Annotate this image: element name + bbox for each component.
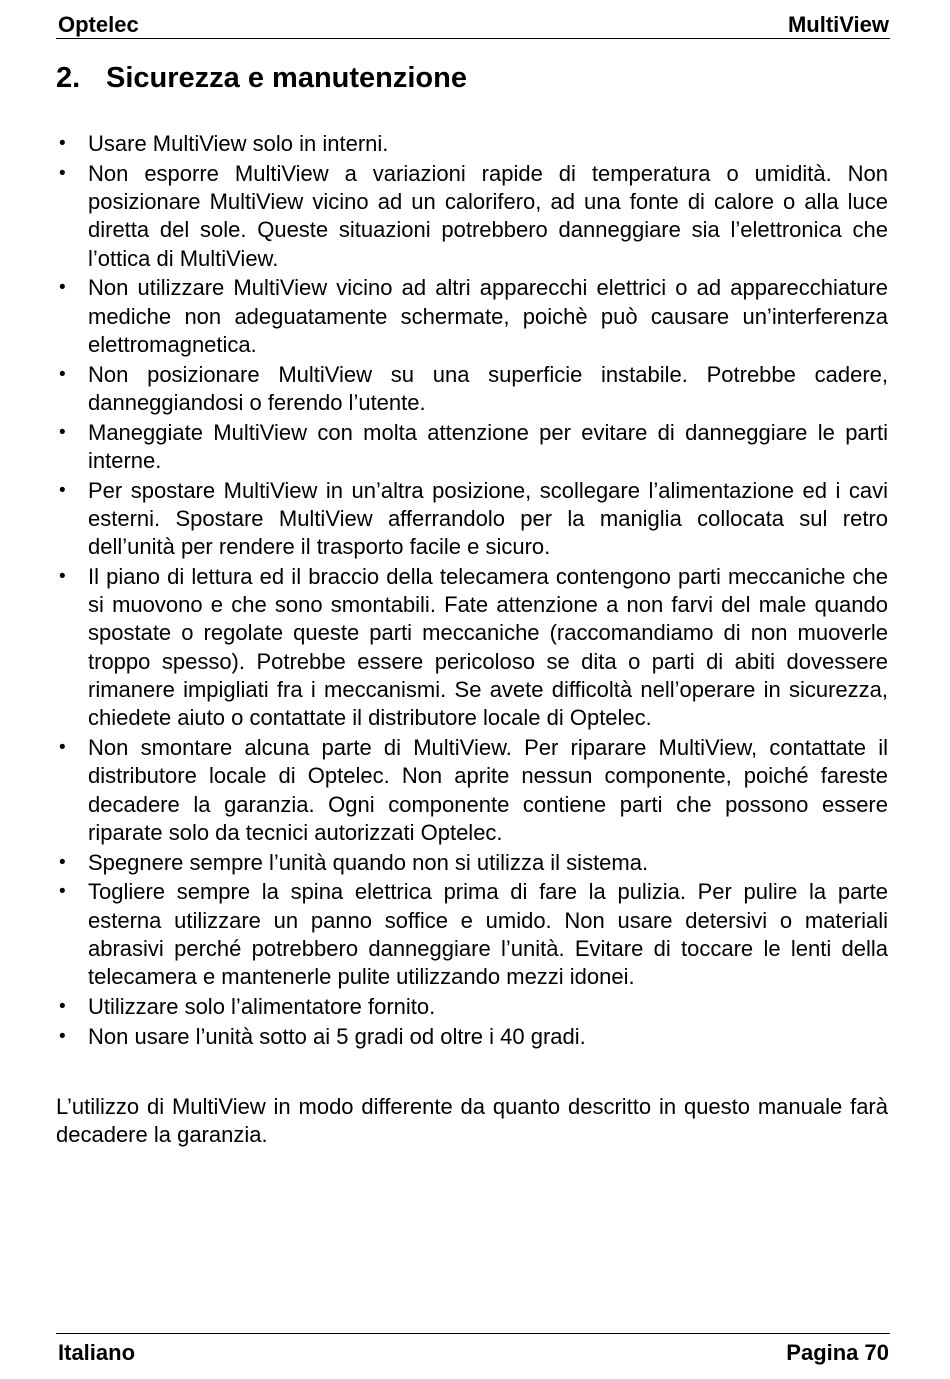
bullet-item [56, 878, 888, 991]
bullet-dot-icon: • [59, 421, 66, 443]
closing-paragraph: L’utilizzo di MultiView in modo differente da quanto descritto in questo manuale farà decadere la garanzia. [56, 1094, 888, 1148]
bullet-dot-icon: • [59, 565, 66, 587]
page-footer [56, 1333, 890, 1368]
bullet-text: Per spostare MultiView in un’altra posizione, scollegare l’alimentazione ed i cavi esterni. Spostare MultiView afferrandolo per la maniglia collocata sul retro dell’unità per rendere il trasporto facile e sicuro. [88, 477, 888, 560]
bullet-text: Utilizzare solo l’alimentatore fornito. [88, 993, 436, 1019]
bullet-dot-icon: • [59, 1025, 66, 1047]
bullet-item [56, 419, 888, 476]
bullet-item [56, 849, 888, 877]
bullet-text: Il piano di lettura ed il braccio della telecamera contengono parti meccaniche che si muovono e che sono smontabili. Fate attenzione a non farvi del male quando spostate o regolate queste parti meccaniche (raccomandiamo di non muoverle troppo spesso). Potrebbe essere pericoloso se dita o parti di abiti dovessere rimanere impigliati fra i meccanismi. Se avete difficoltà nell’operare in sicurezza, chiedete aiuto o contattate il distributore locale di Optelec. [88, 563, 888, 731]
bullet-item [56, 1023, 888, 1051]
bullet-dot-icon: • [59, 736, 66, 758]
bullet-item [56, 130, 888, 158]
bullet-dot-icon: • [59, 851, 66, 873]
bullet-text: Non usare l’unità sotto ai 5 gradi od oltre i 40 gradi. [88, 1023, 586, 1049]
bullet-text: Maneggiate MultiView con molta attenzione per evitare di danneggiare le parti interne. [88, 419, 888, 473]
bullet-dot-icon: • [59, 881, 66, 903]
bullet-dot-icon: • [59, 363, 66, 385]
bullet-dot-icon: • [59, 995, 66, 1017]
bullet-item [56, 274, 888, 359]
bullet-dot-icon: • [59, 133, 66, 154]
section-number: 2. [56, 62, 81, 94]
header-brand: Optelec [58, 12, 139, 37]
section-title [56, 58, 467, 98]
bullet-item [56, 160, 888, 273]
section-title-text: Sicurezza e manutenzione [106, 62, 467, 94]
bullet-text: Non esporre MultiView a variazioni rapide di temperatura o umidità. Non posizionare MultiView vicino ad un calorifero, ad una fonte di calore o alla luce diretta del sole. Queste situazioni potrebbero danneggiare sia l’elettronica che l’ottica di MultiView. [88, 160, 888, 271]
bullet-item [56, 734, 888, 847]
bullet-text: Non utilizzare MultiView vicino ad altri apparecchi elettrici o ad apparecchiature mediche non adeguatamente schermate, poichè può causare un’interferenza elettromagnetica. [88, 275, 888, 357]
bullet-text: Non smontare alcuna parte di MultiView. Per riparare MultiView, contattate il distributore locale di Optelec. Non aprite nessun componente, poiché fareste decadere la garanzia. Ogni componente contiene parti che possono essere riparate solo da tecnici autorizzati Optelec. [88, 734, 888, 845]
safety-bullet-list [56, 130, 888, 1052]
bullet-dot-icon: • [59, 162, 66, 184]
bullet-dot-icon: • [59, 277, 66, 299]
bullet-dot-icon: • [59, 479, 66, 501]
bullet-text: Spegnere sempre l’unità quando non si utilizza il sistema. [88, 849, 649, 875]
bullet-item [56, 993, 888, 1021]
footer-page-number: Pagina 70 [786, 1340, 889, 1365]
bullet-text: Usare MultiView solo in interni. [88, 131, 389, 156]
footer-language: Italiano [58, 1340, 136, 1365]
bullet-item [56, 361, 888, 418]
page-header [56, 12, 890, 39]
bullet-text: Non posizionare MultiView su una superficie instabile. Potrebbe cadere, danneggiandosi o ferendo l’utente. [88, 361, 888, 415]
bullet-text: Togliere sempre la spina elettrica prima di fare la pulizia. Per pulire la parte esterna utilizzare un panno soffice e umido. Non usare detersivi o materiali abrasivi perché potrebbero danneggiare l’unità. Evitare di toccare le lenti della telecamera e mantenerle pulite utilizzando mezzi idonei. [88, 879, 888, 990]
bullet-item [56, 477, 888, 562]
header-product: MultiView [787, 12, 889, 37]
bullet-item [56, 563, 888, 733]
